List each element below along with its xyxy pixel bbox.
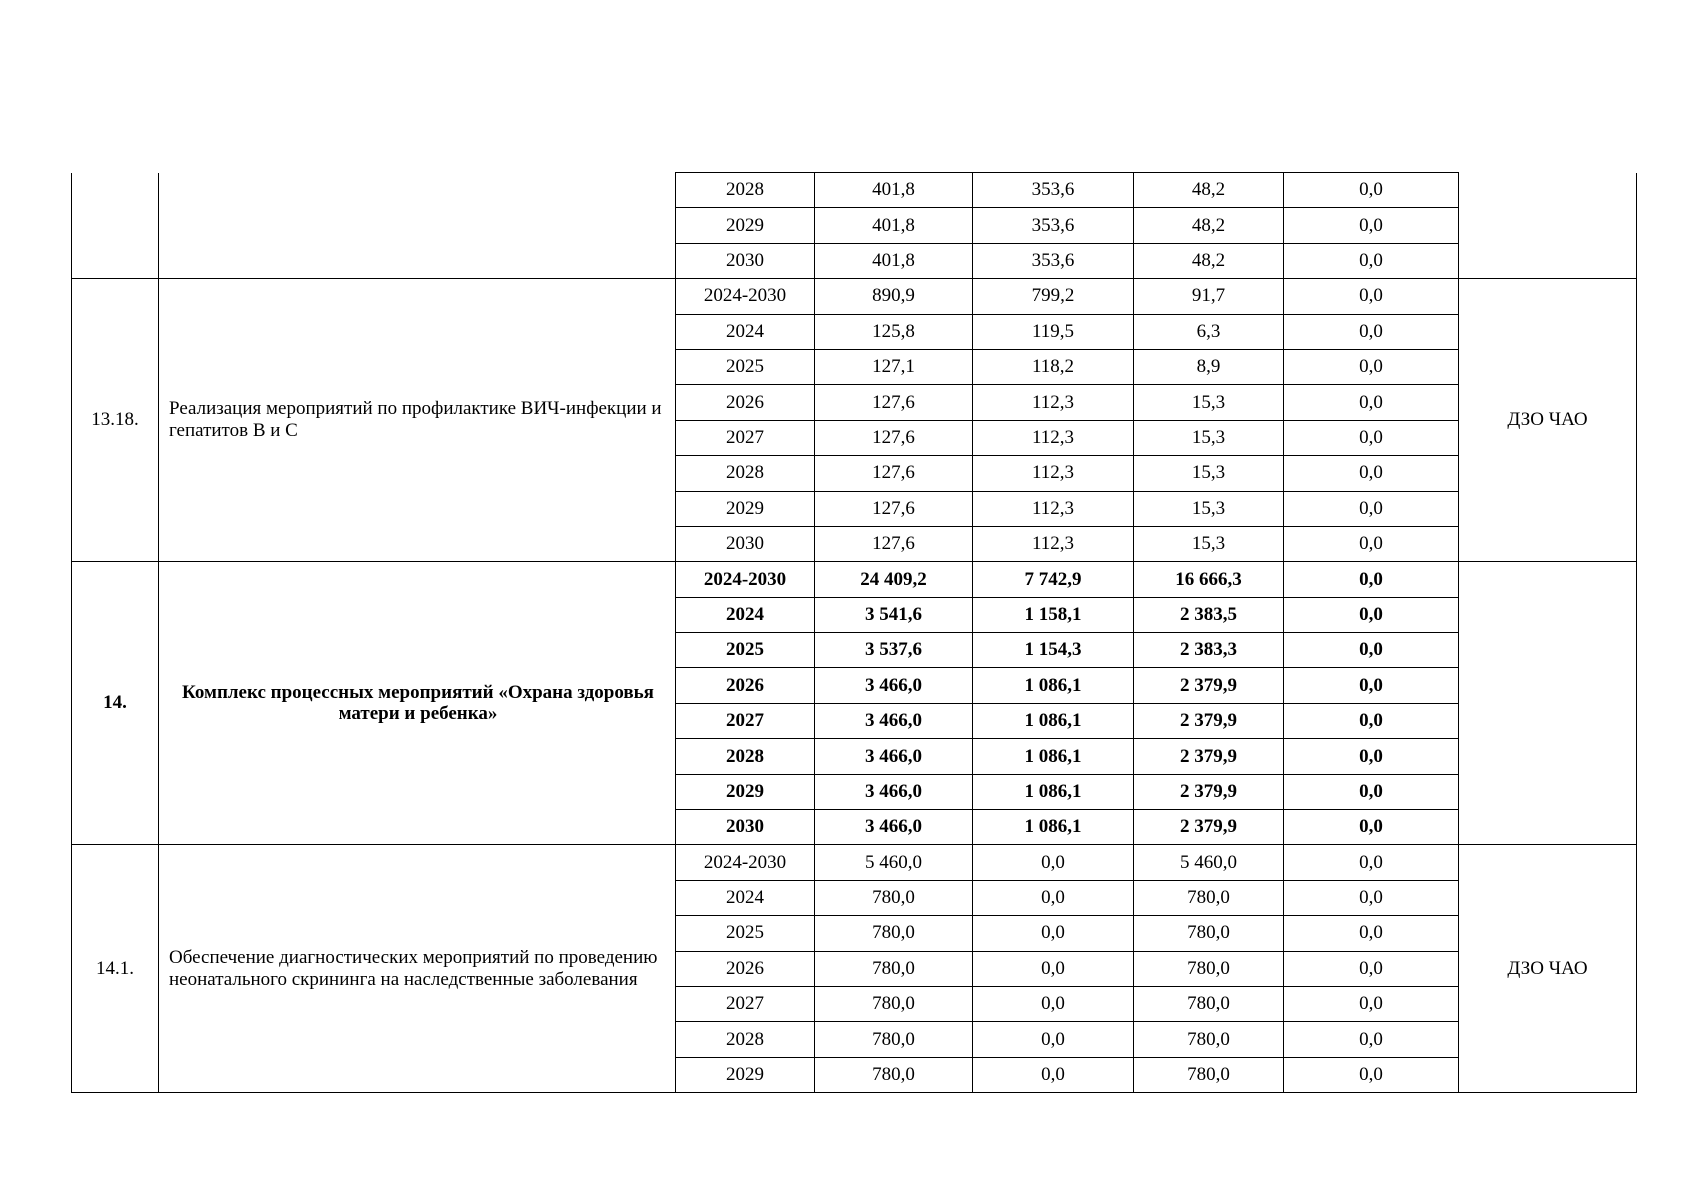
source-3-cell: 0,0 (1284, 668, 1459, 703)
source-1-cell: 1 086,1 (973, 739, 1134, 774)
source-1-cell: 0,0 (973, 916, 1134, 951)
year-cell: 2025 (676, 633, 815, 668)
item-number (72, 173, 159, 279)
total-cell: 127,1 (815, 349, 973, 384)
source-3-cell: 0,0 (1284, 845, 1459, 880)
source-1-cell: 119,5 (973, 314, 1134, 349)
source-3-cell: 0,0 (1284, 491, 1459, 526)
source-3-cell: 0,0 (1284, 562, 1459, 597)
total-cell: 780,0 (815, 916, 973, 951)
source-3-cell: 0,0 (1284, 703, 1459, 738)
year-cell: 2029 (676, 1057, 815, 1092)
source-1-cell: 353,6 (973, 173, 1134, 208)
total-cell: 3 466,0 (815, 739, 973, 774)
source-3-cell: 0,0 (1284, 526, 1459, 561)
source-2-cell: 2 383,5 (1134, 597, 1284, 632)
source-2-cell: 15,3 (1134, 420, 1284, 455)
source-3-cell: 0,0 (1284, 951, 1459, 986)
total-cell: 5 460,0 (815, 845, 973, 880)
source-3-cell: 0,0 (1284, 456, 1459, 491)
source-2-cell: 2 379,9 (1134, 703, 1284, 738)
year-cell: 2024-2030 (676, 845, 815, 880)
year-cell: 2029 (676, 491, 815, 526)
item-name: Реализация мероприятий по профилактике ВИЧ-инфекции и гепатитов В и С (159, 279, 676, 562)
source-2-cell: 91,7 (1134, 279, 1284, 314)
source-3-cell: 0,0 (1284, 739, 1459, 774)
source-1-cell: 7 742,9 (973, 562, 1134, 597)
total-cell: 3 541,6 (815, 597, 973, 632)
responsible-executor: ДЗО ЧАО (1459, 845, 1637, 1093)
year-cell: 2024 (676, 314, 815, 349)
total-cell: 401,8 (815, 208, 973, 243)
source-2-cell: 6,3 (1134, 314, 1284, 349)
item-name: Обеспечение диагностических мероприятий по проведению неонатального скрининга на наследственные заболевания (159, 845, 676, 1093)
source-1-cell: 1 086,1 (973, 774, 1134, 809)
table-row (72, 845, 1637, 880)
year-cell: 2030 (676, 243, 815, 278)
total-cell: 401,8 (815, 173, 973, 208)
source-1-cell: 353,6 (973, 208, 1134, 243)
source-2-cell: 780,0 (1134, 916, 1284, 951)
year-cell: 2028 (676, 739, 815, 774)
source-3-cell: 0,0 (1284, 774, 1459, 809)
source-2-cell: 2 379,9 (1134, 668, 1284, 703)
year-cell: 2030 (676, 810, 815, 845)
total-cell: 127,6 (815, 420, 973, 455)
total-cell: 127,6 (815, 491, 973, 526)
item-number: 14.1. (72, 845, 159, 1093)
source-3-cell: 0,0 (1284, 810, 1459, 845)
source-1-cell: 353,6 (973, 243, 1134, 278)
source-1-cell: 799,2 (973, 279, 1134, 314)
source-2-cell: 5 460,0 (1134, 845, 1284, 880)
source-3-cell: 0,0 (1284, 385, 1459, 420)
year-cell: 2029 (676, 208, 815, 243)
source-2-cell: 48,2 (1134, 173, 1284, 208)
source-3-cell: 0,0 (1284, 279, 1459, 314)
source-1-cell: 0,0 (973, 880, 1134, 915)
year-cell: 2026 (676, 951, 815, 986)
source-2-cell: 780,0 (1134, 880, 1284, 915)
table-row (72, 562, 1637, 597)
source-3-cell: 0,0 (1284, 420, 1459, 455)
source-2-cell: 8,9 (1134, 349, 1284, 384)
year-cell: 2028 (676, 173, 815, 208)
source-3-cell: 0,0 (1284, 1057, 1459, 1092)
total-cell: 890,9 (815, 279, 973, 314)
year-cell: 2029 (676, 774, 815, 809)
total-cell: 24 409,2 (815, 562, 973, 597)
source-3-cell: 0,0 (1284, 349, 1459, 384)
source-2-cell: 48,2 (1134, 243, 1284, 278)
year-cell: 2028 (676, 456, 815, 491)
source-1-cell: 112,3 (973, 385, 1134, 420)
source-3-cell: 0,0 (1284, 243, 1459, 278)
item-number: 13.18. (72, 279, 159, 562)
item-number: 14. (72, 562, 159, 845)
source-3-cell: 0,0 (1284, 633, 1459, 668)
source-3-cell: 0,0 (1284, 986, 1459, 1021)
source-1-cell: 112,3 (973, 456, 1134, 491)
source-2-cell: 2 379,9 (1134, 810, 1284, 845)
source-3-cell: 0,0 (1284, 1022, 1459, 1057)
source-2-cell: 780,0 (1134, 1057, 1284, 1092)
year-cell: 2026 (676, 668, 815, 703)
year-cell: 2024 (676, 597, 815, 632)
year-cell: 2024 (676, 880, 815, 915)
year-cell: 2027 (676, 986, 815, 1021)
source-1-cell: 1 086,1 (973, 810, 1134, 845)
year-cell: 2027 (676, 420, 815, 455)
item-name (159, 173, 676, 279)
total-cell: 3 466,0 (815, 703, 973, 738)
source-2-cell: 16 666,3 (1134, 562, 1284, 597)
total-cell: 3 537,6 (815, 633, 973, 668)
source-3-cell: 0,0 (1284, 597, 1459, 632)
year-cell: 2024-2030 (676, 279, 815, 314)
year-cell: 2025 (676, 916, 815, 951)
source-1-cell: 1 086,1 (973, 668, 1134, 703)
year-cell: 2030 (676, 526, 815, 561)
funding-table (71, 172, 1637, 1093)
total-cell: 780,0 (815, 1022, 973, 1057)
table-row (72, 279, 1637, 314)
year-cell: 2026 (676, 385, 815, 420)
source-1-cell: 1 154,3 (973, 633, 1134, 668)
source-1-cell: 0,0 (973, 951, 1134, 986)
source-1-cell: 1 086,1 (973, 703, 1134, 738)
source-2-cell: 15,3 (1134, 385, 1284, 420)
year-cell: 2028 (676, 1022, 815, 1057)
source-2-cell: 15,3 (1134, 491, 1284, 526)
responsible-executor (1459, 562, 1637, 845)
year-cell: 2025 (676, 349, 815, 384)
total-cell: 127,6 (815, 385, 973, 420)
source-1-cell: 0,0 (973, 986, 1134, 1021)
source-3-cell: 0,0 (1284, 880, 1459, 915)
source-1-cell: 0,0 (973, 845, 1134, 880)
table-row (72, 173, 1637, 208)
source-2-cell: 15,3 (1134, 456, 1284, 491)
year-cell: 2027 (676, 703, 815, 738)
source-2-cell: 780,0 (1134, 986, 1284, 1021)
source-3-cell: 0,0 (1284, 173, 1459, 208)
total-cell: 780,0 (815, 951, 973, 986)
source-1-cell: 0,0 (973, 1057, 1134, 1092)
item-name: Комплекс процессных мероприятий «Охрана здоровья матери и ребенка» (159, 562, 676, 845)
table-body (72, 173, 1637, 1093)
source-3-cell: 0,0 (1284, 314, 1459, 349)
total-cell: 3 466,0 (815, 810, 973, 845)
total-cell: 780,0 (815, 880, 973, 915)
source-3-cell: 0,0 (1284, 916, 1459, 951)
total-cell: 780,0 (815, 1057, 973, 1092)
source-2-cell: 15,3 (1134, 526, 1284, 561)
source-2-cell: 2 379,9 (1134, 739, 1284, 774)
total-cell: 125,8 (815, 314, 973, 349)
year-cell: 2024-2030 (676, 562, 815, 597)
source-1-cell: 112,3 (973, 420, 1134, 455)
source-1-cell: 1 158,1 (973, 597, 1134, 632)
source-1-cell: 112,3 (973, 526, 1134, 561)
total-cell: 3 466,0 (815, 774, 973, 809)
total-cell: 401,8 (815, 243, 973, 278)
responsible-executor (1459, 173, 1637, 279)
source-3-cell: 0,0 (1284, 208, 1459, 243)
total-cell: 3 466,0 (815, 668, 973, 703)
source-1-cell: 118,2 (973, 349, 1134, 384)
source-2-cell: 2 379,9 (1134, 774, 1284, 809)
total-cell: 780,0 (815, 986, 973, 1021)
source-2-cell: 48,2 (1134, 208, 1284, 243)
total-cell: 127,6 (815, 456, 973, 491)
total-cell: 127,6 (815, 526, 973, 561)
source-2-cell: 2 383,3 (1134, 633, 1284, 668)
source-1-cell: 0,0 (973, 1022, 1134, 1057)
source-2-cell: 780,0 (1134, 951, 1284, 986)
responsible-executor: ДЗО ЧАО (1459, 279, 1637, 562)
source-1-cell: 112,3 (973, 491, 1134, 526)
source-2-cell: 780,0 (1134, 1022, 1284, 1057)
